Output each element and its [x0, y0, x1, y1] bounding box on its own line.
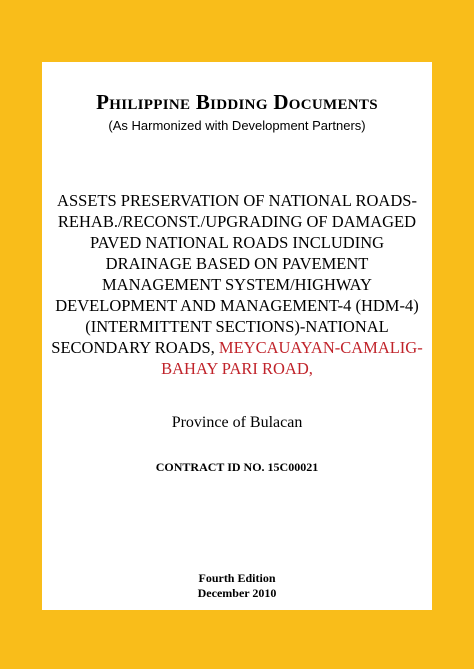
edition-label: Fourth Edition: [198, 571, 276, 585]
bottom-border: [0, 610, 474, 669]
top-border: [0, 0, 474, 62]
document-subtitle: (As Harmonized with Development Partners): [108, 118, 366, 133]
document-title: Philippine Bidding Documents: [96, 90, 378, 114]
edition-date: December 2010: [197, 586, 277, 600]
project-description: ASSETS PRESERVATION OF NATIONAL ROADS-REHAB./RECONST./UPGRADING OF DAMAGED PAVED NATIONAL ROADS INCLUDING DRAINAGE BASED ON PAVEMENT MANAGEMENT SYSTEM/HIGHWAY DEVELOPMENT AND MANAGEMENT-4 (HDM-4) (INTERMITTENT SECTIONS)-NATIONAL SECONDARY ROADS,: [51, 191, 419, 357]
project-title: [50, 190, 424, 379]
project-location: MEYCAUAYAN-CAMALIG-BAHAY PARI ROAD,: [161, 338, 423, 378]
left-border: [0, 0, 42, 669]
right-border: [432, 0, 474, 669]
contract-id: CONTRACT ID NO. 15C00021: [155, 460, 319, 474]
cover-page: [42, 62, 432, 610]
province-label: Province of Bulacan: [171, 414, 303, 431]
